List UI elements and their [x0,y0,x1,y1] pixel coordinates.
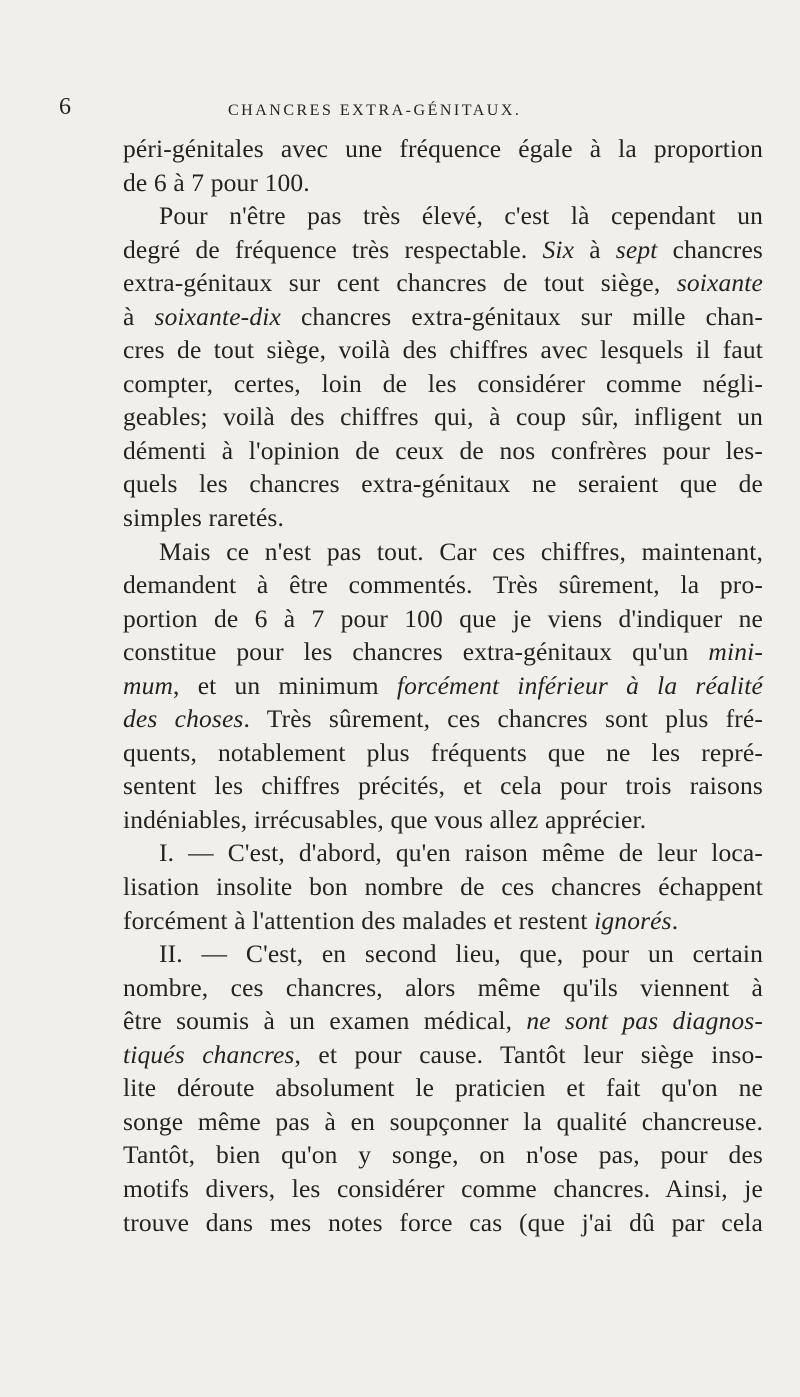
text-line [123,836,763,870]
text-segment: compter, certes, loin de les considérer comme négli- [123,368,763,398]
text-segment: Mais ce n'est pas tout. Car ces chiffres, maintenant, [159,536,763,566]
text-segment: extra-génitaux sur cent chancres de tout siège, [123,268,677,298]
text-line [123,501,763,535]
text-segment: portion de 6 à 7 pour 100 que je viens d'indiquer ne [123,603,763,633]
italic-text: ne sont pas diagnos- [526,1006,763,1036]
text-line [123,1105,763,1139]
text-segment: démenti à l'opinion de ceux de nos confrères pour les- [123,435,763,465]
italic-text: Six [542,234,575,264]
text-line [123,568,763,602]
text-line [123,1038,763,1072]
body-text [123,132,763,1239]
text-segment: Tantôt, bien qu'on y songe, on n'ose pas, pour des [123,1140,763,1170]
page-header [0,94,800,124]
text-line [123,635,763,669]
text-segment: demandent à être commentés. Très sûrement, la pro- [123,570,763,600]
text-line [123,1206,763,1240]
text-segment: péri-génitales avec une fréquence égale à la proportion [123,134,763,163]
text-segment: trouve dans mes notes force cas (que j'ai dû par cela [123,1207,763,1237]
text-segment: à [123,301,155,331]
text-line [123,669,763,703]
text-line [123,233,763,267]
text-segment: indéniables, irrécusables, que vous allez apprécier. [123,804,647,834]
text-segment: , et un minimum [173,670,397,700]
italic-text: ignorés [594,905,672,935]
text-line [123,333,763,367]
text-segment: lite déroute absolument le praticien et fait qu'on ne [123,1073,763,1103]
text-line [123,535,763,569]
text-segment: geables; voilà des chiffres qui, à coup sûr, infligent un [123,402,763,432]
text-line [123,300,763,334]
text-segment: cres de tout siège, voilà des chiffres avec lesquels il faut [123,335,763,365]
text-line [123,166,763,200]
text-segment: forcément à l'attention des malades et restent [123,905,595,935]
italic-text: forcément inférieur à la réalité [396,670,763,700]
text-line [123,736,763,770]
text-segment: degré de fréquence très respectable. [123,234,543,264]
italic-text: tiqués chancres [123,1039,295,1069]
text-line [123,937,763,971]
italic-text: mini- [708,637,763,667]
text-line [123,1138,763,1172]
italic-text: des choses [123,704,244,734]
text-line [123,132,763,166]
text-segment: quels les chancres extra-génitaux ne seraient que de [123,469,763,499]
text-segment: chancres [657,234,763,264]
text-segment: chancres extra-génitaux sur mille chan- [280,301,763,331]
text-line [123,1071,763,1105]
text-line [123,803,763,837]
text-segment: être soumis à un examen médical, [123,1006,527,1036]
text-line [123,1004,763,1038]
text-segment: simples raretés. [123,503,285,533]
text-segment: sentent les chiffres précités, et cela pour trois raisons [123,771,763,801]
text-segment: à [574,234,616,264]
text-line [123,769,763,803]
italic-text: soixante [676,268,763,298]
text-segment: I. — C'est, d'abord, qu'en raison même de leur loca- [159,838,763,868]
text-line [123,971,763,1005]
text-segment: . Très sûrement, ces chancres sont plus fré- [243,704,763,734]
text-line [123,199,763,233]
text-segment: Pour n'être pas très élevé, c'est là cependant un [159,201,763,231]
text-segment: , et pour cause. Tantôt leur siège inso- [294,1039,763,1069]
text-line [123,702,763,736]
text-segment: motifs divers, les considérer comme chancres. Ainsi, je [123,1173,763,1203]
text-line [123,367,763,401]
text-line [123,266,763,300]
text-line [123,434,763,468]
text-segment: constitue pour les chancres extra-génitaux qu'un [123,637,709,667]
italic-text: sept [615,234,658,264]
text-line [123,467,763,501]
text-segment: . [671,905,679,935]
text-line [123,870,763,904]
italic-text: soixante-dix [154,301,281,331]
text-segment: songe même pas à en soupçonner la qualité chancreuse. [123,1106,763,1136]
text-segment: de 6 à 7 pour 100. [123,167,310,197]
text-line [123,602,763,636]
text-segment: quents, notablement plus fréquents que ne les repré- [123,737,763,767]
text-line [123,1172,763,1206]
page-number: 6 [59,94,71,120]
text-segment: II. — C'est, en second lieu, que, pour un certain [159,939,763,969]
text-line [123,400,763,434]
running-title: CHANCRES EXTRA-GÉNITAUX. [228,102,522,119]
text-segment: lisation insolite bon nombre de ces chancres échappent [123,872,763,902]
italic-text: mum [123,670,174,700]
text-segment: nombre, ces chancres, alors même qu'ils viennent à [123,972,763,1002]
text-line [123,904,763,938]
